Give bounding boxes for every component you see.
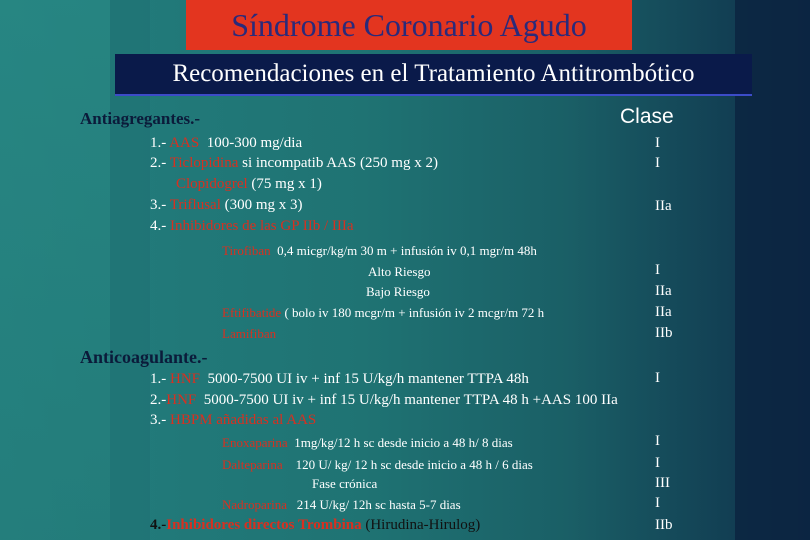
- drug-name: Inhibidores directos Trombina: [166, 517, 362, 533]
- nadroparina-row: [222, 498, 461, 511]
- anticoag-item-3: [150, 413, 316, 428]
- drug-dose: (300 mg x 3): [224, 197, 303, 213]
- title-banner: [186, 0, 632, 50]
- drug-name: Clopidogrel: [176, 176, 248, 192]
- antiag-item-3: [150, 198, 303, 213]
- drug-name: Nadroparina: [222, 497, 287, 512]
- drug-name: Inhibidores de las GP: [170, 218, 300, 234]
- clase-header: Clase: [620, 105, 674, 128]
- clase-value: I: [655, 455, 660, 471]
- drug-name: Triflusal: [169, 197, 221, 213]
- drug-dose: ( bolo iv 180 mcgr/m + infusión iv 2 mcgr/m 72 h: [284, 305, 545, 320]
- drug-name: Lamifiban: [222, 326, 277, 341]
- drug-dose: 5000-7500 UI iv + inf 15 U/kg/h mantener TTPA 48 h +AAS 100: [203, 392, 598, 408]
- drug-dose: 1mg/kg/12 h sc desde inicio a 48 h/ 8 dias: [294, 435, 513, 450]
- antiag-item-clopidogrel: [176, 177, 322, 192]
- item-num: 3.-: [150, 197, 167, 213]
- clase-value: IIa: [655, 198, 672, 214]
- alto-riesgo-label: Alto Riesgo: [368, 264, 431, 279]
- item-num: 2.-: [150, 392, 167, 408]
- drug-dose: 120 U/ kg/ 12 h sc desde inicio a 48 h / 6 dias: [295, 457, 533, 472]
- fase-cronica-label: Fase crónica: [312, 476, 378, 491]
- drug-dose: (75 mg x 1): [251, 176, 322, 192]
- drug-name: Dalteparina: [222, 457, 283, 472]
- antiag-item-2: [150, 156, 438, 171]
- anticoag-item-2: [150, 393, 618, 408]
- antiag-item-1: [150, 136, 302, 151]
- clase-value: I: [655, 370, 660, 386]
- tirofiban-row: [222, 244, 537, 257]
- drug-dose: 214 U/kg/ 12h sc hasta 5-7 dias: [296, 497, 461, 512]
- item-num: 4.-: [150, 218, 167, 234]
- clase-value: I: [655, 262, 660, 278]
- clase-value: III: [655, 475, 670, 491]
- clase-value: I: [655, 433, 660, 449]
- antiag-item-4: [150, 219, 354, 234]
- eftifibatide-row: [222, 306, 544, 319]
- drug-name: Enoxaparina: [222, 435, 288, 450]
- clase-value: I: [655, 155, 660, 171]
- anticoag-item-1: [150, 372, 529, 387]
- antiagregantes-heading: Antiagregantes.-: [80, 109, 201, 128]
- drug-name: Tirofiban: [222, 243, 271, 258]
- drug-dose: 5000-7500 UI iv + inf 15 U/kg/h mantener TTPA 48h: [207, 371, 529, 387]
- clase-value: IIb: [655, 325, 673, 341]
- clase-value: IIa: [655, 283, 672, 299]
- drug-dose: 0,4 micgr/kg/m 30 m + infusión iv 0,1 mgr/m 48h: [277, 243, 537, 258]
- lamifiban-row: [222, 327, 276, 340]
- enoxaparina-row: [222, 436, 513, 449]
- anticoag-item-4: [150, 518, 480, 533]
- drug-dose: (Hirudina-Hirulog): [365, 517, 481, 533]
- clase-value: I: [655, 495, 660, 511]
- item-num: 1.-: [150, 135, 167, 151]
- decor-band-left: [0, 0, 110, 540]
- item-num: 2.-: [150, 155, 167, 171]
- clase-value: IIa: [601, 392, 618, 408]
- drug-name: Eftifibatide: [222, 305, 282, 320]
- drug-dose: 100-300 mg/dia: [206, 135, 303, 151]
- item-num: 4.-: [150, 517, 167, 533]
- item-num: 3.-: [150, 412, 167, 428]
- slide-subtitle: Recomendaciones en el Tratamiento Antitrombótico: [172, 60, 695, 87]
- clase-value: I: [655, 135, 660, 151]
- drug-name: AAS: [169, 135, 200, 151]
- drug-name: HNF: [170, 371, 201, 387]
- bajo-riesgo-label: Bajo Riesgo: [366, 284, 430, 299]
- drug-dose: IIb / IIIa: [302, 218, 354, 234]
- drug-dose: si incompatib AAS (250 mg x 2): [242, 155, 438, 171]
- anticoagulante-heading: Anticoagulante.-: [80, 347, 208, 367]
- dalteparina-row: [222, 458, 533, 471]
- drug-name: HBPM añadidas al AAS: [170, 412, 317, 428]
- drug-name: HNF: [166, 392, 197, 408]
- item-num: 1.-: [150, 371, 167, 387]
- clase-value: IIa: [655, 304, 672, 320]
- clase-value: IIb: [655, 517, 673, 533]
- drug-name: Ticlopidina: [169, 155, 239, 171]
- slide-title: Síndrome Coronario Agudo: [231, 7, 587, 43]
- subtitle-banner: [115, 54, 752, 96]
